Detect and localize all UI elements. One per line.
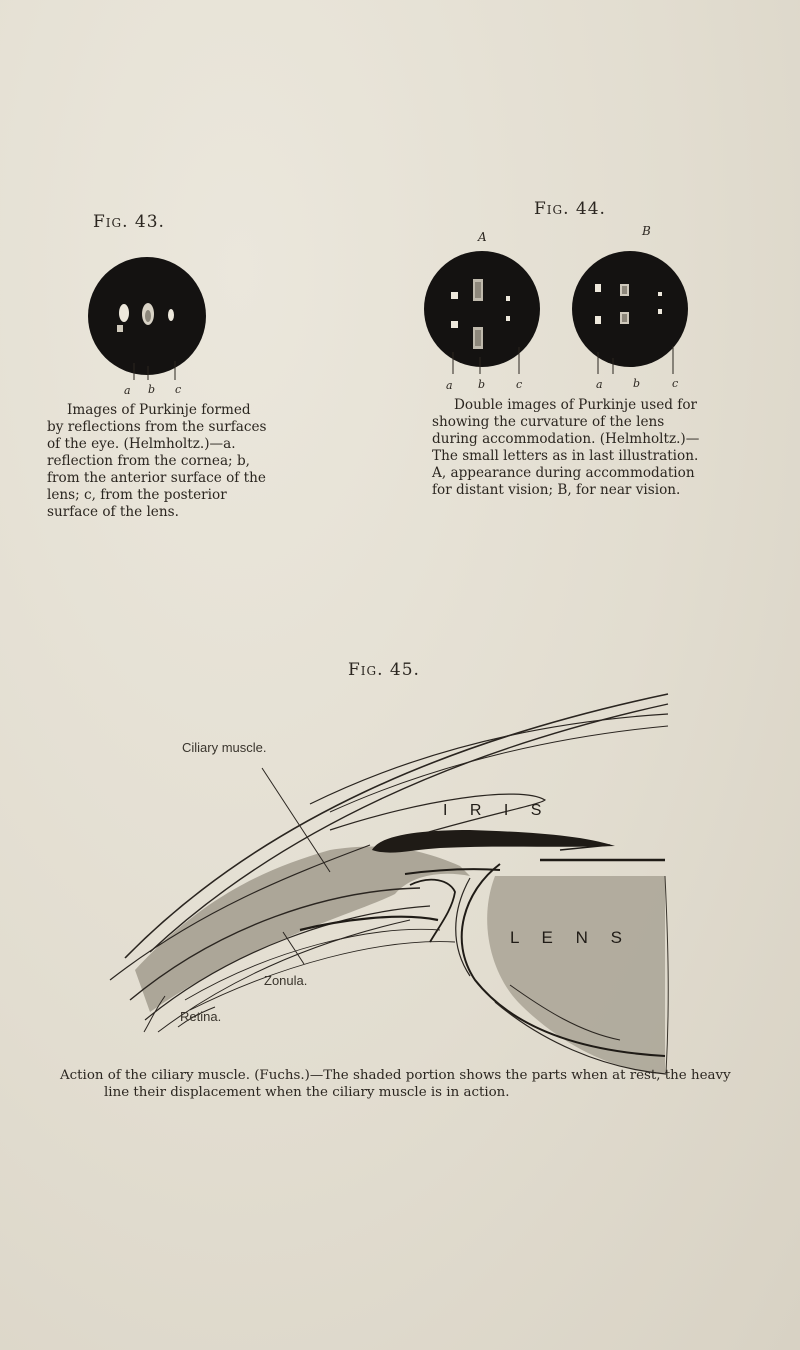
fig44-b-letter-c: c bbox=[672, 377, 679, 390]
fig43-letter-b: b bbox=[148, 383, 156, 396]
fig43-purkinje-disc bbox=[84, 258, 214, 388]
fig45-zonula-label: Zonula. bbox=[264, 973, 308, 988]
fig44-b-letter-a: a bbox=[596, 378, 603, 391]
fig43-letter-c: c bbox=[175, 383, 182, 396]
fig44-b-letter-b: b bbox=[633, 377, 641, 390]
fig44-disc-b bbox=[570, 252, 700, 382]
fig45-ciliary-muscle-diagram bbox=[0, 680, 800, 1080]
fig43-label: Fig. 43. bbox=[93, 212, 165, 232]
fig44-a-letter-c: c bbox=[516, 378, 523, 391]
fig44-panel-a-letter: A bbox=[478, 230, 487, 244]
fig45-retina-label: Retina. bbox=[180, 1009, 222, 1024]
fig44-a-letter-b: b bbox=[478, 378, 486, 391]
fig45-lens-label: L E N S bbox=[510, 928, 631, 947]
fig43-caption: Images of Purkinje formed by reflections from the surfaces of the eye. (Helmholtz.)—a. reflection from the cornea; b, from the anterior surface of the lens; c, from the posterior surface of the lens. bbox=[47, 402, 267, 520]
fig45-lens-resting-shade bbox=[487, 876, 665, 1073]
fig45-iris-label: I R I S bbox=[443, 802, 551, 819]
fig44-panel-b-letter: B bbox=[642, 224, 651, 238]
fig45-caption-line2: line their displacement when the ciliary muscle is in action. bbox=[104, 1085, 510, 1100]
fig45-label: Fig. 45. bbox=[348, 660, 420, 680]
fig44-caption: Double images of Purkinje used for showing the curvature of the lens during accommodation. (Helmholtz.)—The small letters as in last illustration. A, appearance during accommodation for distant vision; B, for near vision. bbox=[432, 397, 700, 498]
fig45-iris-heavy bbox=[372, 830, 615, 853]
fig43-letter-a: a bbox=[124, 384, 131, 397]
fig44-label: Fig. 44. bbox=[534, 199, 606, 219]
fig45-ciliary-label: Ciliary muscle. bbox=[182, 740, 267, 755]
fig44-a-letter-a: a bbox=[446, 379, 453, 392]
fig44-disc-a bbox=[422, 252, 552, 382]
fig45-caption-line1: Action of the ciliary muscle. (Fuchs.)—The shaded portion shows the parts when at rest, the heavy bbox=[60, 1068, 731, 1083]
